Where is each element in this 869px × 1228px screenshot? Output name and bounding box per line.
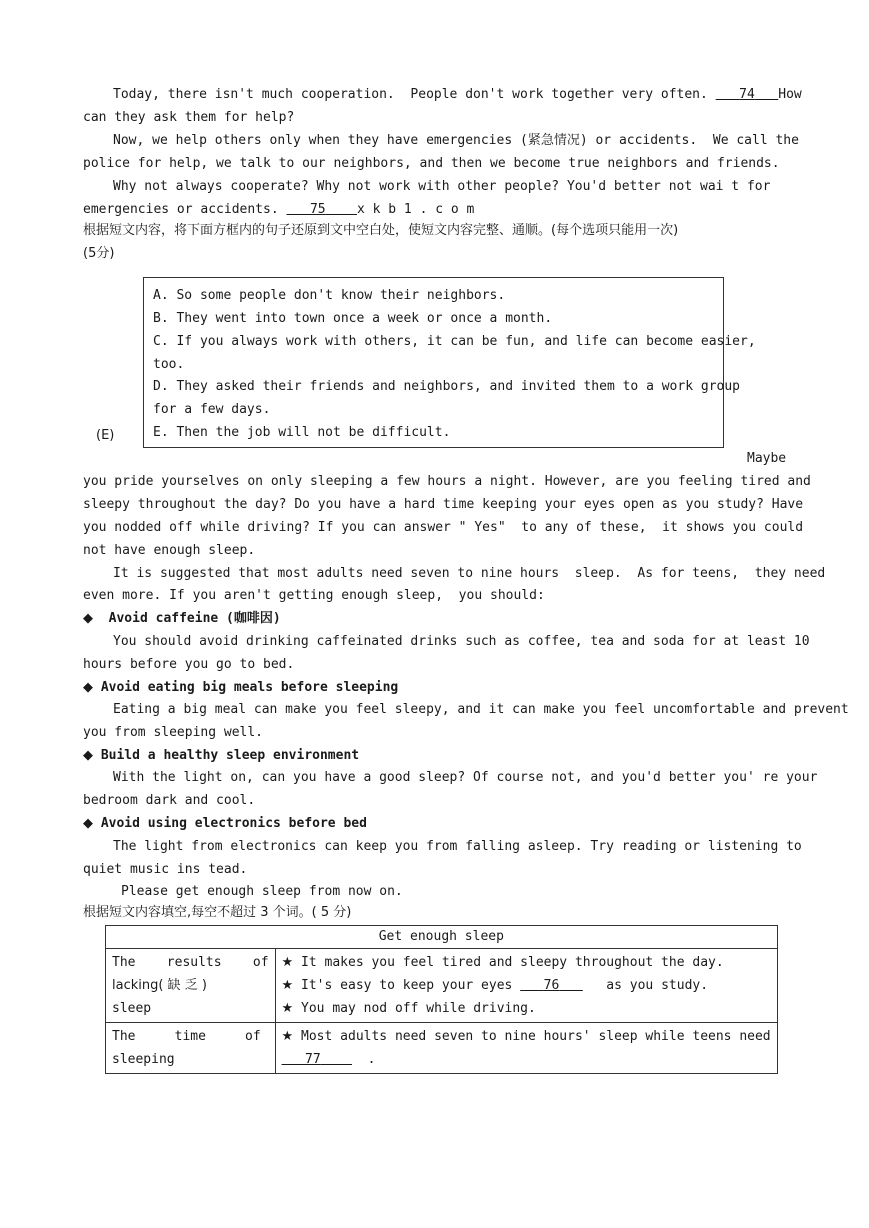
tip-text: The light from electronics can keep you from falling asleep. Try reading or listening to xyxy=(113,839,802,854)
table-content-cell: ★ Most adults need seven to nine hours' sleep while teens need 77 . xyxy=(275,1023,777,1074)
tip-heading: ◆ Avoid caffeine (咖啡因) xyxy=(83,611,281,626)
tip-text: you from sleeping well. xyxy=(83,725,264,740)
passage1-line: Today, there isn't much cooperation. People don't work together very often. 74 How xyxy=(113,87,802,102)
option-a: A. So some people don't know their neighbors. xyxy=(153,288,506,303)
table-content-cell: ★ It makes you feel tired and sleepy throughout the day. ★ It's easy to keep your eyes 76 as you study. ★ You may nod off while driving. xyxy=(275,949,777,1023)
instruction-points: (5分) xyxy=(83,246,115,261)
diamond-icon: ◆ xyxy=(83,748,93,763)
section-label: (E) xyxy=(96,428,115,443)
summary-table xyxy=(105,925,778,1074)
passage2-line: you nodded off while driving? If you can answer " Yes" to any of these, it shows you could xyxy=(83,520,804,535)
option-c: C. If you always work with others, it can be fun, and life can become easier, xyxy=(153,334,756,349)
instruction-line: 根据短文内容填空,每空不超过 3 个词。( 5 分) xyxy=(83,905,352,920)
blank-74: 74 xyxy=(739,87,755,102)
tip-heading: ◆ Avoid using electronics before bed xyxy=(83,816,367,831)
option-d: D. They asked their friends and neighbors, and invited them to a work group xyxy=(153,379,740,394)
diamond-icon: ◆ xyxy=(83,680,93,695)
passage2-line: sleepy throughout the day? Do you have a hard time keeping your eyes open as you study? Have xyxy=(83,497,804,512)
diamond-icon: ◆ xyxy=(83,816,93,831)
passage1-line: emergencies or accidents. 75 x k b 1 . c o m xyxy=(83,202,475,217)
tip-text: bedroom dark and cool. xyxy=(83,793,256,808)
table-title: Get enough sleep xyxy=(106,926,778,949)
tip-text: hours before you go to bed. xyxy=(83,657,295,672)
tip-heading: ◆ Avoid eating big meals before sleeping xyxy=(83,680,399,695)
table-row xyxy=(106,949,778,1023)
tip-heading: ◆ Build a healthy sleep environment xyxy=(83,748,360,763)
passage1-line: Now, we help others only when they have emergencies (紧急情况) or accidents. We call the xyxy=(113,133,799,148)
blank-77: 77 xyxy=(305,1052,321,1067)
passage1-line: can they ask them for help? xyxy=(83,110,295,125)
passage1-line: Why not always cooperate? Why not work with other people? You'd better not wai t for xyxy=(113,179,771,194)
option-b: B. They went into town once a week or once a month. xyxy=(153,311,553,326)
table-label-cell: The results of lacking( 缺 乏 ) sleep xyxy=(106,949,276,1023)
star-icon: ★ xyxy=(281,978,294,993)
star-icon: ★ xyxy=(281,1001,294,1016)
blank-75: 75 xyxy=(309,202,326,217)
option-e: E. Then the job will not be difficult. xyxy=(153,425,451,440)
option-c-cont: too. xyxy=(153,357,185,372)
tip-text: With the light on, can you have a good sleep? Of course not, and you'd better you' re your xyxy=(113,770,818,785)
star-icon: ★ xyxy=(281,955,294,970)
table-row xyxy=(106,1023,778,1074)
closing-line: Please get enough sleep from now on. xyxy=(121,884,403,899)
option-d-cont: for a few days. xyxy=(153,402,271,417)
passage2-line: even more. If you aren't getting enough sleep, you should: xyxy=(83,588,545,603)
passage2-line: It is suggested that most adults need seven to nine hours sleep. As for teens, they need xyxy=(113,566,826,581)
star-icon: ★ xyxy=(281,1029,294,1044)
tip-text: quiet music ins tead. xyxy=(83,862,248,877)
passage2-line: Maybe xyxy=(747,451,787,466)
passage2-line: you pride yourselves on only sleeping a few hours a night. However, are you feeling tired and xyxy=(83,474,811,489)
instruction-line: 根据短文内容，将下面方框内的句子还原到文中空白处，使短文内容完整、通顺。(每个选项只能用一次) xyxy=(83,223,679,238)
tip-text: Eating a big meal can make you feel sleepy, and it can make you feel uncomfortable and prevent xyxy=(113,702,849,717)
diamond-icon: ◆ xyxy=(83,611,93,626)
table-label-cell: The time of sleeping xyxy=(106,1023,276,1074)
passage2-line: not have enough sleep. xyxy=(83,543,256,558)
tip-text: You should avoid drinking caffeinated drinks such as coffee, tea and soda for at least 10 xyxy=(113,634,810,649)
blank-76: 76 xyxy=(543,978,560,993)
passage1-line: police for help, we talk to our neighbors, and then we become true neighbors and friends. xyxy=(83,156,780,171)
table-row xyxy=(106,926,778,949)
